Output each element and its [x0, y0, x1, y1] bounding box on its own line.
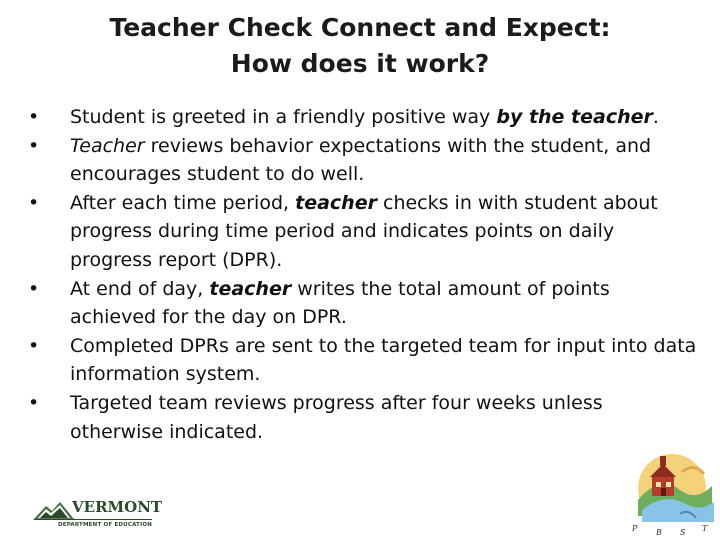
- vermont-logo-name: VERMONT: [72, 498, 163, 516]
- bullet-dot: •: [28, 106, 40, 128]
- schoolhouse-sun-seal: [620, 440, 716, 536]
- bullet-text-segment: teacher: [209, 277, 292, 300]
- logo-divider: [34, 519, 152, 520]
- bullet-text-segment: Targeted team reviews progress after four weeks unless otherwise indicated.: [70, 391, 603, 443]
- bullet-item: [28, 132, 700, 189]
- seal-letter-3: S: [680, 528, 686, 537]
- vermont-mountain-logo-icon: [34, 498, 74, 520]
- bullet-item: [28, 189, 700, 275]
- bullet-text-segment: by the teacher: [496, 106, 653, 128]
- vermont-logo-subtitle: DEPARTMENT OF EDUCATION: [57, 522, 152, 528]
- bullet-text-segment: Completed DPRs are sent to the targeted team for input into data information system.: [70, 334, 697, 386]
- bullet-text-segment: writes the total amount of points achieved for the day on DPR.: [70, 277, 610, 329]
- bullet-item: [28, 275, 700, 332]
- seal-letter-4: T: [702, 524, 708, 533]
- bullet-text-segment: teacher: [295, 191, 377, 214]
- bullet-text-segment: checks in with student about progress during time period and indicates points on daily progress report (DPR).: [70, 191, 658, 271]
- bullet-dot: •: [28, 277, 40, 300]
- bullet-item: [28, 389, 700, 446]
- bullet-text-segment: After each time period,: [70, 191, 296, 214]
- slide-title-line-1: Teacher Check Connect and Expect:: [109, 13, 611, 42]
- bullet-text-segment: .: [652, 106, 659, 128]
- bullet-text-segment: At end of day,: [70, 277, 210, 300]
- seal-letter-2: B: [656, 528, 662, 537]
- bullet-item: [28, 103, 700, 132]
- bullet-dot: •: [28, 134, 40, 157]
- slide-title-line-2: How does it work?: [230, 49, 490, 78]
- bullet-item: [28, 332, 700, 389]
- seal-letter-1: P: [632, 524, 638, 533]
- slide-title: [0, 10, 720, 82]
- bullet-text-segment: Teacher: [70, 134, 145, 157]
- vermont-department-of-education-logo: [34, 498, 163, 532]
- schoolhouse-sun-seal-icon: [620, 440, 716, 536]
- bullet-dot: •: [28, 334, 40, 357]
- bullet-dot: •: [28, 391, 40, 414]
- bullet-dot: •: [28, 191, 40, 214]
- bullet-text-segment: reviews behavior expectations with the student, and encourages student to do well.: [70, 134, 652, 186]
- bullet-list: [28, 103, 700, 446]
- bullet-text-segment: Student is greeted in a friendly positive way: [70, 106, 497, 128]
